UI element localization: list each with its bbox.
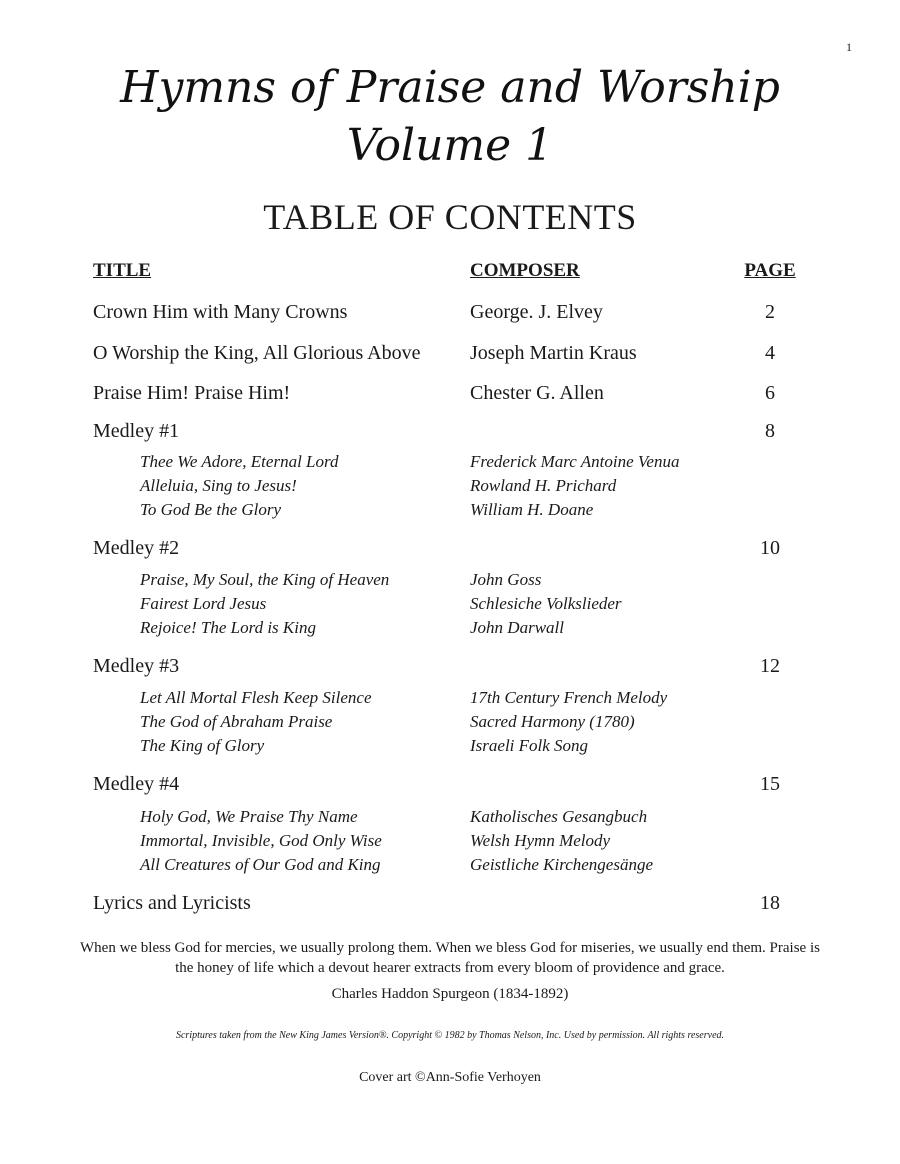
header-composer: COMPOSER	[470, 260, 580, 281]
medley-item-title: Praise, My Soul, the King of Heaven	[140, 570, 390, 589]
medley-item-composer: Welsh Hymn Melody	[470, 831, 611, 850]
medley-item-composer: Sacred Harmony (1780)	[470, 712, 635, 731]
entry-page: 6	[765, 382, 775, 404]
page-number: 1	[846, 40, 852, 54]
medley-page: 8	[765, 420, 775, 442]
medley-item-composer: Rowland H. Prichard	[470, 476, 617, 495]
medley-item-composer: Katholisches Gesangbuch	[470, 807, 648, 826]
medley-item-composer: 17th Century French Melody	[470, 688, 668, 707]
entry-composer: Joseph Martin Kraus	[470, 342, 637, 364]
quote-text: When we bless God for mercies, we usually prolong them. When we bless God for miseries, we usually end them. Praise is the honey of life which a devout hearer extracts from every bloom of providence and grace.	[80, 940, 820, 976]
medley-item-composer: John Goss	[470, 570, 542, 589]
book-title: Hymns of Praise and Worship	[120, 62, 780, 113]
medley-title: Medley #2	[93, 537, 180, 559]
medley-item-title: To God Be the Glory	[140, 500, 282, 519]
medley-item-title: Rejoice! The Lord is King	[140, 618, 316, 637]
header-title: TITLE	[93, 260, 152, 281]
medley-item-title: The King of Glory	[140, 736, 265, 755]
medley-item-title: Let All Mortal Flesh Keep Silence	[140, 688, 372, 707]
entry-composer: George. J. Elvey	[470, 301, 603, 323]
entry-title: Crown Him with Many Crowns	[93, 301, 348, 323]
medley-item-title: Fairest Lord Jesus	[140, 594, 267, 613]
toc-heading: TABLE OF CONTENTS	[263, 197, 637, 237]
quote-author: Charles Haddon Spurgeon (1834-1892)	[331, 986, 569, 1002]
entry-title: O Worship the King, All Glorious Above	[93, 342, 421, 364]
medley-item-title: Immortal, Invisible, God Only Wise	[140, 831, 382, 850]
medley-item-title: Holy God, We Praise Thy Name	[140, 807, 358, 826]
header-page: PAGE	[744, 260, 796, 281]
entry-page: 4	[765, 342, 775, 364]
medley-page: 15	[760, 773, 780, 795]
book-volume: Volume 1	[346, 120, 554, 171]
medley-item-composer: Israeli Folk Song	[470, 736, 589, 755]
medley-title: Medley #1	[93, 420, 180, 442]
medley-item-composer: Frederick Marc Antoine Venua	[470, 452, 680, 471]
medley-page: 10	[760, 537, 780, 559]
medley-item-title: Thee We Adore, Eternal Lord	[140, 452, 339, 471]
entry-title: Lyrics and Lyricists	[93, 892, 251, 914]
entry-page: 18	[760, 892, 780, 914]
entry-page: 2	[765, 301, 775, 323]
medley-item-composer: John Darwall	[470, 618, 564, 637]
medley-item-composer: Schlesiche Volkslieder	[470, 594, 622, 613]
scripture-notice: Scriptures taken from the New King James Version®. Copyright © 1982 by Thomas Nelson, Inc. Used by permission. All rights reserved.	[175, 1030, 725, 1041]
entry-title: Praise Him! Praise Him!	[93, 382, 291, 404]
medley-item-title: Alleluia, Sing to Jesus!	[140, 476, 297, 495]
medley-title: Medley #3	[93, 655, 180, 677]
medley-item-title: All Creatures of Our God and King	[140, 855, 381, 874]
medley-title: Medley #4	[93, 773, 180, 795]
entry-composer: Chester G. Allen	[470, 382, 604, 404]
medley-item-title: The God of Abraham Praise	[140, 712, 333, 731]
medley-page: 12	[760, 655, 780, 677]
medley-item-composer: William H. Doane	[470, 500, 594, 519]
medley-item-composer: Geistliche Kirchengesänge	[470, 855, 654, 874]
cover-credit: Cover art ©Ann-Sofie Verhoyen	[359, 1070, 541, 1085]
